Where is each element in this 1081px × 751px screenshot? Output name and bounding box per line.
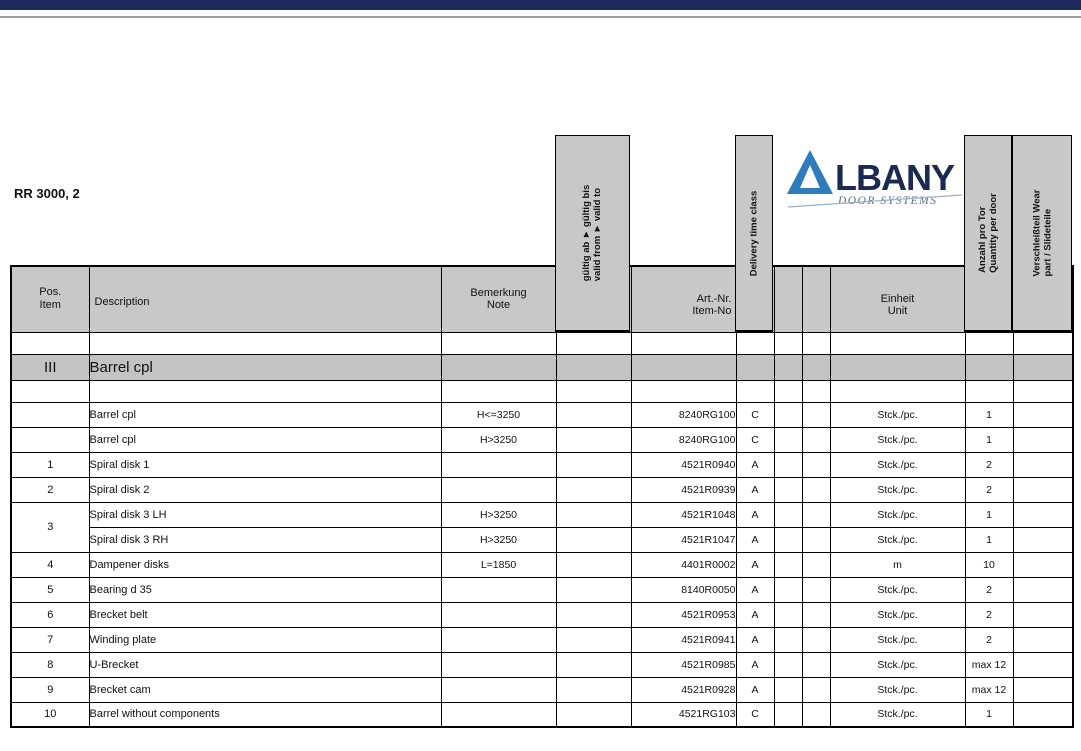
quantity-header-text <box>977 193 999 273</box>
item-no-cell: 4521R0953 <box>631 602 736 627</box>
qty-cell: 1 <box>965 402 1013 427</box>
wear-cell <box>1013 552 1073 577</box>
top-divider-line <box>0 16 1081 18</box>
spare-cell <box>774 702 802 727</box>
item-no-cell: 4521R0941 <box>631 627 736 652</box>
delivery-class-header-text <box>749 190 760 276</box>
note-cell <box>441 677 556 702</box>
albany-logo <box>786 148 966 212</box>
valid-cell <box>556 427 631 452</box>
description-cell: Spiral disk 3 LH <box>89 502 441 527</box>
description-cell: Barrel cpl <box>89 427 441 452</box>
section-row <box>11 354 1073 380</box>
blank-row <box>11 380 1073 402</box>
unit-header <box>830 266 965 332</box>
pos-cell: 5 <box>11 577 89 602</box>
description-cell: Spiral disk 3 RH <box>89 527 441 552</box>
spare-cell <box>774 677 802 702</box>
spare-header-1 <box>774 266 802 332</box>
unit-cell: Stck./pc. <box>830 427 965 452</box>
spare-cell <box>802 627 830 652</box>
parts-table <box>10 265 1074 728</box>
quantity-header-line-de: Anzahl pro Tor <box>977 206 989 273</box>
wear-part-column-header <box>1012 135 1072 332</box>
item-no-cell: 4521R0985 <box>631 652 736 677</box>
note-cell: L=1850 <box>441 552 556 577</box>
model-label: RR 3000, 2 <box>14 186 80 201</box>
spare-cell <box>802 702 830 727</box>
delivery-class-cell: C <box>736 702 774 727</box>
top-navy-bar <box>0 0 1081 10</box>
item-no-header-l1: Art.-Nr. <box>696 292 732 305</box>
spare-cell <box>802 477 830 502</box>
delivery-header-line: Delivery time class <box>748 190 760 276</box>
spare-cell <box>774 427 802 452</box>
qty-cell: max 12 <box>965 677 1013 702</box>
spare-cell <box>802 427 830 452</box>
delivery-class-column-header <box>735 135 773 332</box>
spare-cell <box>774 402 802 427</box>
description-cell: Spiral disk 2 <box>89 477 441 502</box>
spare-cell <box>802 402 830 427</box>
spare-cell <box>802 552 830 577</box>
wear-cell <box>1013 627 1073 652</box>
qty-cell: 2 <box>965 477 1013 502</box>
note-cell: H>3250 <box>441 527 556 552</box>
qty-cell: 1 <box>965 527 1013 552</box>
pos-cell: 2 <box>11 477 89 502</box>
valid-cell <box>556 677 631 702</box>
valid-cell <box>556 577 631 602</box>
description-cell: Barrel cpl <box>89 402 441 427</box>
unit-cell: Stck./pc. <box>830 627 965 652</box>
item-no-cell: 4401R0002 <box>631 552 736 577</box>
section-title: Barrel cpl <box>89 354 441 380</box>
item-no-header <box>631 266 736 332</box>
pos-cell: 9 <box>11 677 89 702</box>
qty-cell: max 12 <box>965 652 1013 677</box>
spare-cell <box>802 502 830 527</box>
item-no-cell: 4521RG103 <box>631 702 736 727</box>
spare-cell <box>802 577 830 602</box>
table-row <box>11 602 1073 627</box>
note-cell <box>441 452 556 477</box>
valid-cell <box>556 702 631 727</box>
spare-cell <box>774 502 802 527</box>
table-row <box>11 577 1073 602</box>
wear-cell <box>1013 477 1073 502</box>
note-header <box>441 266 556 332</box>
unit-cell: Stck./pc. <box>830 527 965 552</box>
wear-header-line-1: Verschleißteil Wear <box>1031 189 1043 277</box>
table-row <box>11 652 1073 677</box>
delivery-class-cell: A <box>736 477 774 502</box>
qty-cell: 2 <box>965 452 1013 477</box>
description-cell: Barrel without components <box>89 702 441 727</box>
qty-cell: 2 <box>965 602 1013 627</box>
wear-cell <box>1013 427 1073 452</box>
table-row <box>11 702 1073 727</box>
pos-cell: 4 <box>11 552 89 577</box>
table-row <box>11 502 1073 527</box>
wear-cell <box>1013 452 1073 477</box>
valid-cell <box>556 527 631 552</box>
note-cell <box>441 652 556 677</box>
blank-row <box>11 332 1073 354</box>
pos-cell <box>11 427 89 452</box>
item-no-header-l2: Item-No <box>692 304 732 317</box>
delivery-class-cell: A <box>736 577 774 602</box>
spare-cell <box>802 452 830 477</box>
spare-cell <box>802 602 830 627</box>
delivery-class-cell: A <box>736 627 774 652</box>
unit-cell: Stck./pc. <box>830 477 965 502</box>
wear-cell <box>1013 602 1073 627</box>
description-cell: Spiral disk 1 <box>89 452 441 477</box>
pos-cell: 10 <box>11 702 89 727</box>
note-cell <box>441 627 556 652</box>
wear-cell <box>1013 702 1073 727</box>
pos-cell: 6 <box>11 602 89 627</box>
valid-column-header-text <box>582 185 604 281</box>
item-no-cell: 8240RG100 <box>631 427 736 452</box>
delivery-class-cell: A <box>736 652 774 677</box>
logo-wordmark: LBANY <box>835 157 954 198</box>
unit-cell: Stck./pc. <box>830 502 965 527</box>
valid-cell <box>556 652 631 677</box>
spare-cell <box>774 602 802 627</box>
table-row <box>11 452 1073 477</box>
wear-cell <box>1013 527 1073 552</box>
spare-cell <box>802 527 830 552</box>
pos-cell: 1 <box>11 452 89 477</box>
description-cell: Dampener disks <box>89 552 441 577</box>
spare-cell <box>774 652 802 677</box>
note-cell: H<=3250 <box>441 402 556 427</box>
pos-header <box>11 266 89 332</box>
quantity-column-header <box>964 135 1012 332</box>
unit-cell: Stck./pc. <box>830 652 965 677</box>
valid-cell <box>556 402 631 427</box>
spare-cell <box>774 552 802 577</box>
item-no-cell: 4521R1047 <box>631 527 736 552</box>
description-header: Description <box>89 266 441 332</box>
description-cell: Bearing d 35 <box>89 577 441 602</box>
item-no-cell: 4521R0939 <box>631 477 736 502</box>
note-cell <box>441 702 556 727</box>
table-row <box>11 427 1073 452</box>
qty-cell: 10 <box>965 552 1013 577</box>
wear-part-header-text <box>1031 190 1053 277</box>
spare-cell <box>774 452 802 477</box>
table-header-row <box>11 266 1073 332</box>
unit-header-l1: Einheit <box>880 292 915 305</box>
valid-cell <box>556 452 631 477</box>
qty-cell: 2 <box>965 577 1013 602</box>
description-cell: Winding plate <box>89 627 441 652</box>
table-row <box>11 477 1073 502</box>
item-no-cell: 4521R1048 <box>631 502 736 527</box>
spare-cell <box>774 627 802 652</box>
table-row <box>11 402 1073 427</box>
note-cell <box>441 602 556 627</box>
wear-cell <box>1013 402 1073 427</box>
item-no-cell: 4521R0940 <box>631 452 736 477</box>
unit-header-l2: Unit <box>887 304 908 317</box>
qty-cell: 1 <box>965 427 1013 452</box>
description-cell: Brecket cam <box>89 677 441 702</box>
valid-cell <box>556 477 631 502</box>
valid-cell <box>556 502 631 527</box>
unit-cell: Stck./pc. <box>830 577 965 602</box>
qty-cell: 1 <box>965 502 1013 527</box>
spare-cell <box>774 527 802 552</box>
note-header-l2: Note <box>486 298 511 311</box>
unit-cell: Stck./pc. <box>830 702 965 727</box>
unit-cell: Stck./pc. <box>830 402 965 427</box>
valid-cell <box>556 602 631 627</box>
pos-header-l2: Item <box>39 299 61 312</box>
description-cell: Brecket belt <box>89 602 441 627</box>
delivery-class-cell: C <box>736 427 774 452</box>
delivery-class-cell: A <box>736 527 774 552</box>
delivery-class-cell: A <box>736 552 774 577</box>
qty-cell: 1 <box>965 702 1013 727</box>
wear-header-line-2: part / Slideteile <box>1042 208 1054 277</box>
table-row <box>11 677 1073 702</box>
valid-header-line-de: gültig ab ► gültig bis <box>581 184 593 282</box>
item-no-cell: 4521R0928 <box>631 677 736 702</box>
wear-cell <box>1013 502 1073 527</box>
section-pos: III <box>11 354 89 380</box>
valid-header-line-en: valid from ► valid to <box>592 187 604 282</box>
spare-cell <box>802 677 830 702</box>
valid-cell <box>556 627 631 652</box>
delivery-class-cell: A <box>736 502 774 527</box>
delivery-class-cell: A <box>736 602 774 627</box>
note-cell <box>441 477 556 502</box>
valid-cell <box>556 552 631 577</box>
description-cell: U-Brecket <box>89 652 441 677</box>
pos-header-l1: Pos. <box>39 286 62 299</box>
logo-tagline: DOOR SYSTEMS <box>838 195 938 207</box>
quantity-header-line-en: Quantity per door <box>988 193 1000 273</box>
spare-header-2 <box>802 266 830 332</box>
pos-cell: 3 <box>11 502 89 552</box>
wear-cell <box>1013 652 1073 677</box>
unit-cell: m <box>830 552 965 577</box>
table-row <box>11 627 1073 652</box>
spare-cell <box>802 652 830 677</box>
table-row <box>11 552 1073 577</box>
delivery-class-cell: A <box>736 452 774 477</box>
wear-cell <box>1013 677 1073 702</box>
note-cell <box>441 577 556 602</box>
note-cell: H>3250 <box>441 427 556 452</box>
unit-cell: Stck./pc. <box>830 602 965 627</box>
delivery-class-cell: A <box>736 677 774 702</box>
table-row <box>11 527 1073 552</box>
valid-column-header <box>555 135 630 332</box>
unit-cell: Stck./pc. <box>830 677 965 702</box>
albany-logo-graphic <box>786 148 966 212</box>
qty-cell: 2 <box>965 627 1013 652</box>
pos-cell <box>11 402 89 427</box>
pos-cell: 7 <box>11 627 89 652</box>
note-header-l1: Bemerkung <box>470 286 527 299</box>
note-cell: H>3250 <box>441 502 556 527</box>
item-no-cell: 8140R0050 <box>631 577 736 602</box>
spare-cell <box>774 577 802 602</box>
item-no-cell: 8240RG100 <box>631 402 736 427</box>
unit-cell: Stck./pc. <box>830 452 965 477</box>
pos-cell: 8 <box>11 652 89 677</box>
spare-cell <box>774 477 802 502</box>
wear-cell <box>1013 577 1073 602</box>
delivery-class-cell: C <box>736 402 774 427</box>
